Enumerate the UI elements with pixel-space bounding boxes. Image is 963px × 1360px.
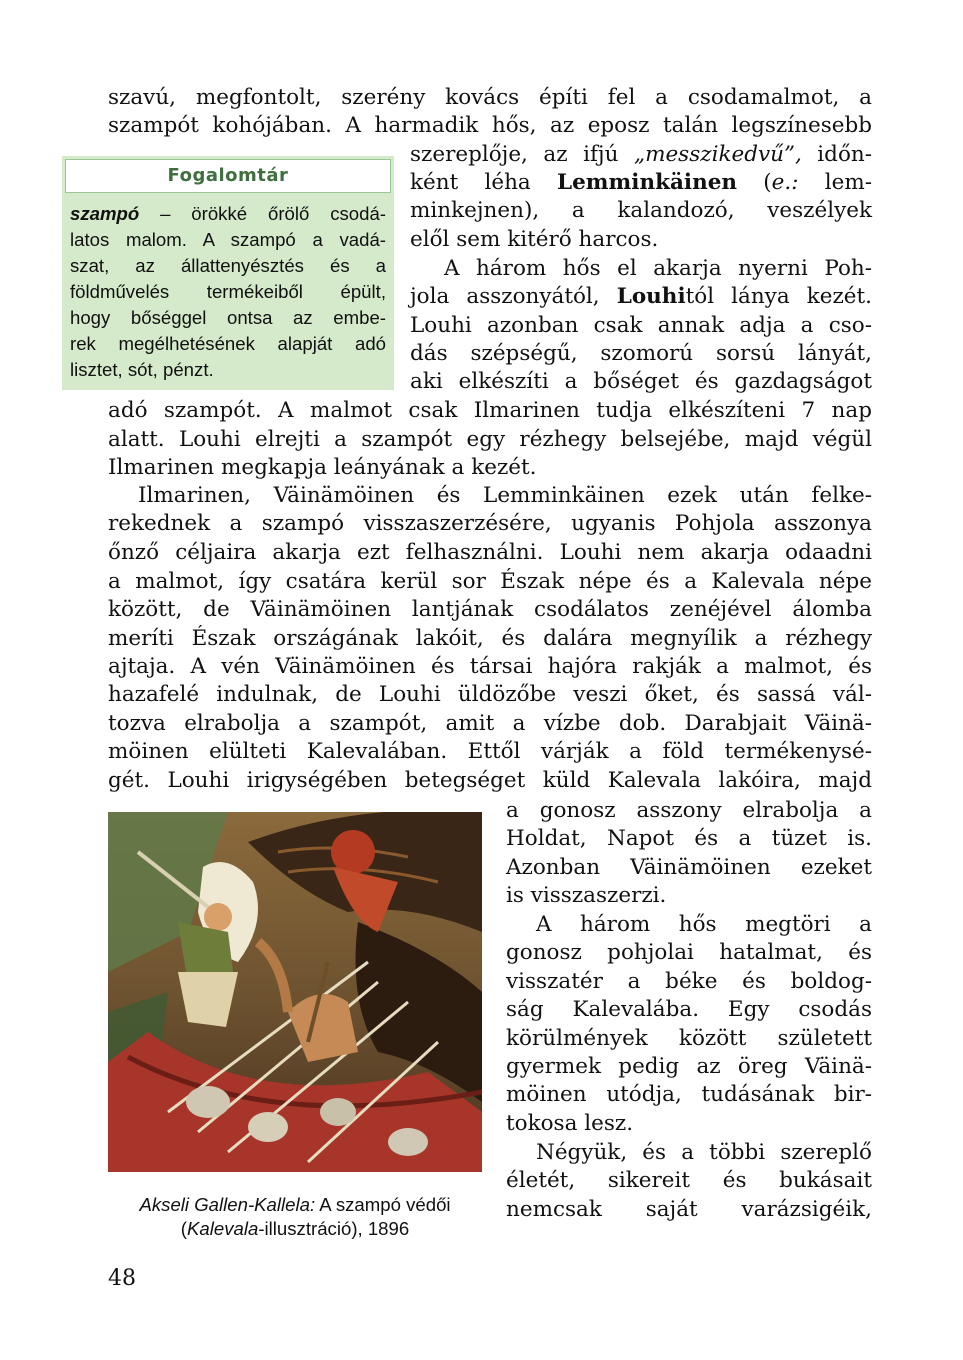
body-text-line: szereplője, az ifjú „messzikedvű”, időn-	[410, 142, 873, 167]
illustration-image	[108, 812, 482, 1172]
body-text-line: adó szampót. A malmot csak Ilmarinen tudja elkészíteni 7 nap	[108, 398, 872, 423]
body-text-line: között, de Väinämöinen lantjának csodálatos zenéjével álomba	[108, 597, 872, 622]
body-text-line: gonosz pohjolai hatalmat, és	[506, 940, 872, 965]
body-text-line: Azonban Väinämöinen ezeket	[506, 855, 872, 880]
body-text-line: Holdat, Napot és a tüzet is.	[506, 826, 872, 851]
body-text-line: őnző céljaira akarja ezt felhasználni. Louhi nem akarja odaadni	[108, 540, 872, 565]
glossary-text: – örökké őrölő csodá-	[139, 203, 386, 224]
caption-artist: Akseli Gallen-Kallela:	[139, 1194, 316, 1215]
body-text-line: gyermek pedig az öreg Väinä-	[506, 1054, 872, 1079]
body-text-line: ajtaja. A vén Väinämöinen és társai hajóra rakják a malmot, és	[108, 654, 872, 679]
body-text-line: A három hős el akarja nyerni Poh-	[444, 256, 872, 281]
body-text-line: visszatér a béke és boldog-	[506, 969, 872, 994]
body-text-line: ként léha Lemminkäinen (e.: lem-	[410, 170, 872, 195]
body-text-line: szampót kohójában. A harmadik hős, az eposz talán legszínesebb	[108, 113, 872, 138]
glossary-line: szat, az állattenyésztés és a	[70, 255, 386, 276]
body-text-line: hazafelé indulnak, de Louhi üldözőbe veszi őket, és sassá vál-	[108, 682, 872, 707]
body-text-line: möinen elülteti Kalevalában. Ettől várják a föld termékenysé-	[108, 739, 872, 764]
body-text-line: életét, sikereit és bukásait	[506, 1168, 872, 1193]
caption-work: Kalevala	[187, 1218, 259, 1239]
body-text-line: alatt. Louhi elrejti a szampót egy rézhegy belsejébe, majd végül	[108, 427, 872, 452]
glossary-line: rek megélhetésének alapját adó	[70, 333, 386, 354]
body-text-line: is visszaszerzi.	[506, 883, 667, 908]
body-text-line: dás szépségű, szomorú sorsú lányát,	[410, 341, 872, 366]
body-text-line: nemcsak saját varázsigéik,	[506, 1197, 872, 1222]
body-text-line: Négyük, és a többi szereplő	[536, 1140, 872, 1165]
glossary-box	[62, 156, 394, 390]
body-text-line: Louhi azonban csak annak adja a cso-	[410, 313, 872, 338]
body-text-line: A három hős megtöri a	[536, 912, 872, 937]
glossary-line: hogy bőséggel ontsa az embe-	[70, 307, 386, 328]
body-text-line: Ilmarinen megkapja leányának a kezét.	[108, 455, 537, 480]
body-text-line: ság Kalevalába. Egy csodás	[506, 997, 872, 1022]
body-text-line: gét. Louhi irigységében betegséget küld Kalevala lakóira, majd	[108, 768, 872, 793]
body-text-line: szavú, megfontolt, szerény kovács építi fel a csodamalmot, a	[108, 85, 872, 110]
body-text-line: rekednek a szampó visszaszerzésére, ugyanis Pohjola asszonya	[108, 511, 872, 536]
glossary-line: latos malom. A szampó a vadá-	[70, 229, 386, 250]
body-text-line: elől sem kitérő harcos.	[410, 227, 659, 252]
body-text-line: a gonosz asszony elrabolja a	[506, 798, 872, 823]
body-text-line: möinen utódja, tudásának bir-	[506, 1082, 872, 1107]
body-text-line: jola asszonyától, Louhitól lánya kezét.	[410, 284, 872, 309]
glossary-line: földművelés termékeiből épült,	[70, 281, 386, 302]
body-text-line: körülmények között született	[506, 1026, 872, 1051]
glossary-line: lisztet, sót, pénzt.	[70, 359, 214, 380]
page-number: 48	[108, 1266, 136, 1291]
figure-caption: Akseli Gallen-Kallela: A szampó védői	[139, 1194, 451, 1215]
body-text-line: Ilmarinen, Väinämöinen és Lemminkäinen ezek után felke-	[138, 483, 872, 508]
body-text-line: tozva elrabolja a szampót, amit a vízbe dob. Darabjait Väinä-	[108, 711, 872, 736]
body-text-line: a malmot, így csatára kerül sor Észak népe és a Kalevala népe	[108, 569, 872, 594]
glossary-line	[70, 201, 386, 227]
body-text-line: tokosa lesz.	[506, 1111, 634, 1136]
glossary-term: szampó	[70, 203, 140, 224]
glossary-title: Fogalomtár	[65, 159, 391, 193]
body-text-line: minkejnen), a kalandozó, veszélyek	[410, 198, 872, 223]
body-text-line: aki elkészíti a bőséget és gazdagságot	[410, 369, 872, 394]
figure-caption-line2: (Kalevala-illusztráció), 1896	[180, 1218, 410, 1239]
body-text-line: meríti Észak országának lakóit, és dalára megnyílik a rézhegy	[108, 626, 872, 651]
